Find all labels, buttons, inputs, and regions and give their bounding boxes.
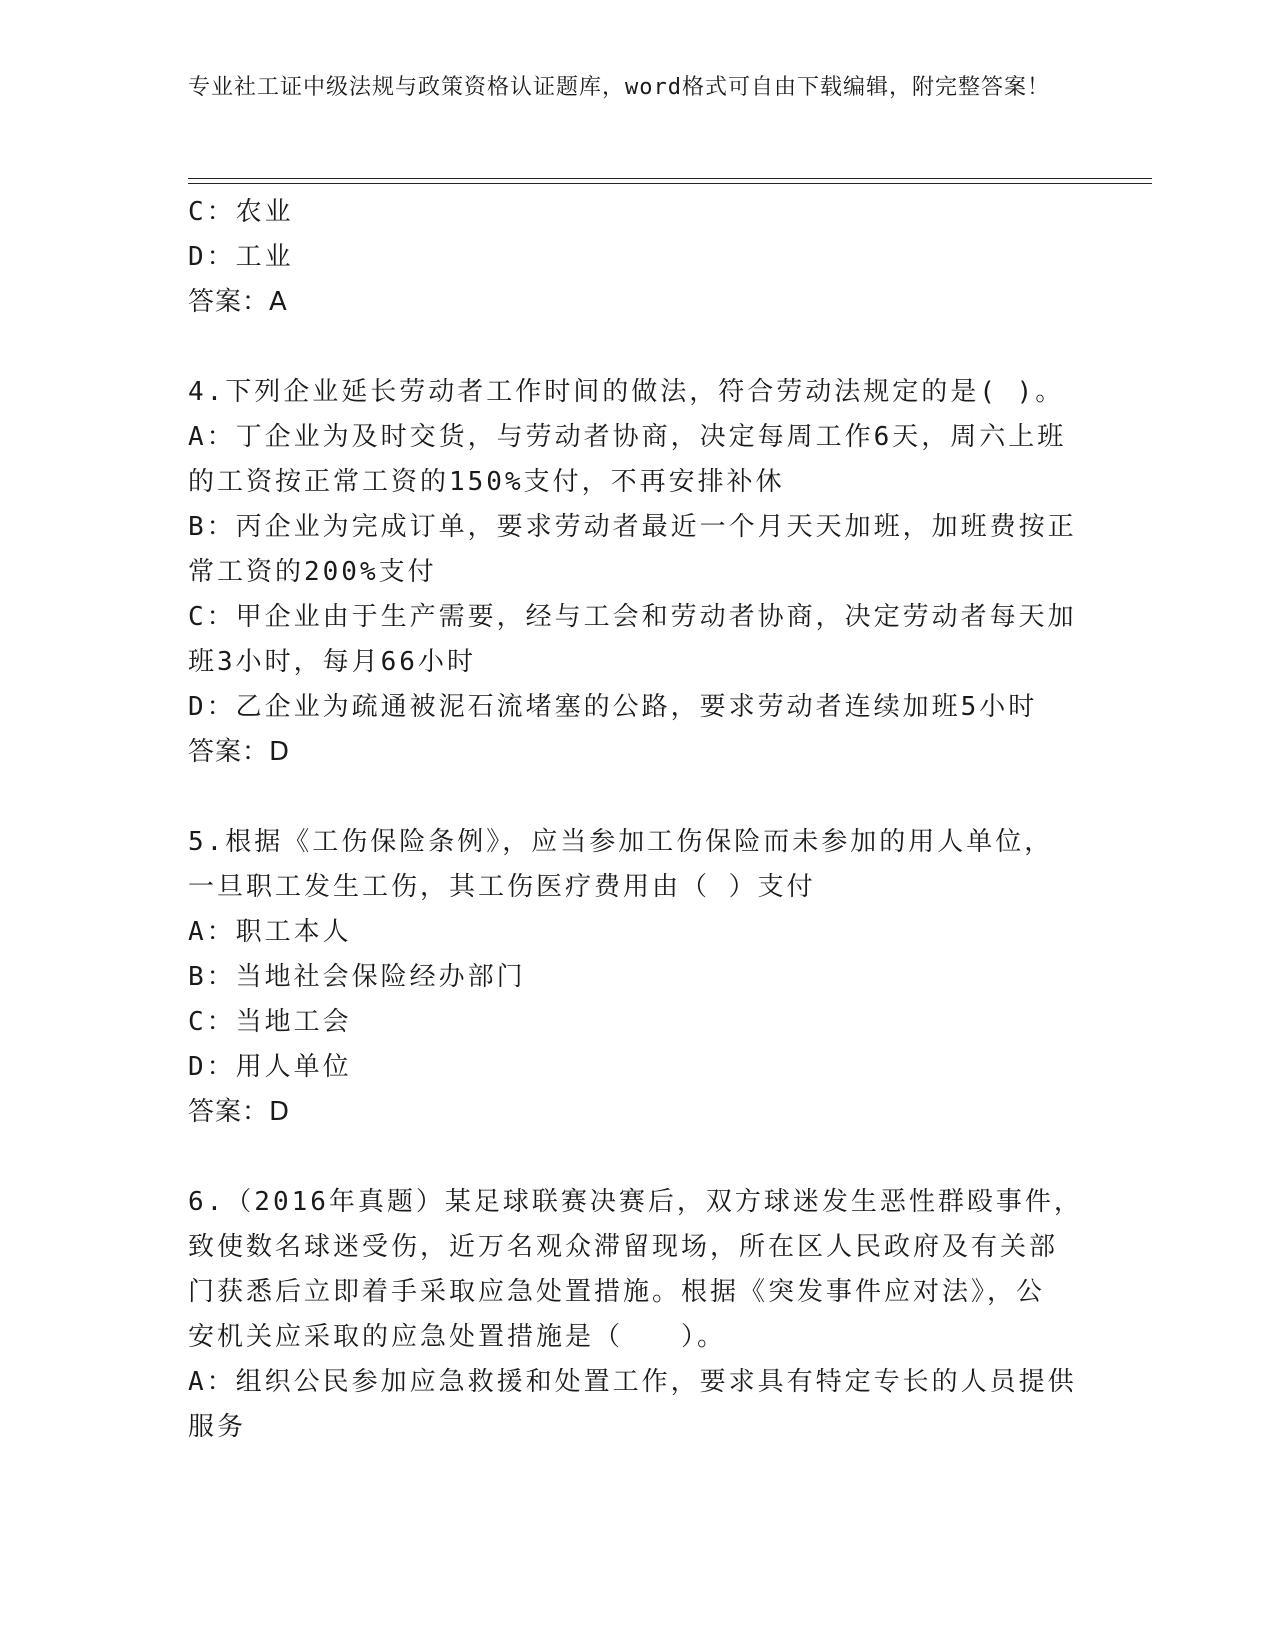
question-stem-continued: 致使数名球迷受伤，近万名观众滞留现场，所在区人民政府及有关部 xyxy=(188,1232,1059,1262)
option-d: D：工业 xyxy=(188,242,294,272)
question-stem: 5.根据《工伤保险条例》，应当参加工伤保险而未参加的用人单位， xyxy=(188,827,1054,857)
spacer xyxy=(188,775,1068,820)
option-d: D：乙企业为疏通被泥石流堵塞的公路，要求劳动者连续加班5小时 xyxy=(188,692,1038,722)
option-a-continued: 服务 xyxy=(188,1412,247,1442)
spacer xyxy=(188,325,1068,370)
question-stem-continued: 门获悉后立即着手采取应急处置措施。根据《突发事件应对法》，公 xyxy=(188,1277,1046,1307)
header-rule-top xyxy=(188,178,1152,179)
question-stem-continued: 安机关应采取的应急处置措施是（ ）。 xyxy=(188,1322,727,1352)
answer-label: 答案：D xyxy=(188,1097,291,1127)
option-a: A：职工本人 xyxy=(188,917,352,947)
question-3-tail xyxy=(188,190,1068,325)
option-b: B：当地社会保险经办部门 xyxy=(188,962,526,992)
header-rule-bottom xyxy=(188,183,1152,184)
answer-label: 答案：A xyxy=(188,287,288,317)
question-4 xyxy=(188,370,1077,775)
option-a-continued: 的工资按正常工资的150%支付，不再安排补休 xyxy=(188,467,785,497)
option-c: C：当地工会 xyxy=(188,1007,352,1037)
question-list xyxy=(188,190,1083,1450)
question-stem: 6.（2016年真题）某足球联赛决赛后，双方球迷发生恶性群殴事件， xyxy=(188,1187,1083,1217)
option-a: A：丁企业为及时交货，与劳动者协商，决定每周工作6天，周六上班 xyxy=(188,422,1067,452)
option-c-continued: 班3小时，每月66小时 xyxy=(188,647,476,677)
header-title: 专业社工证中级法规与政策资格认证题库，word格式可自由下载编辑，附完整答案！ xyxy=(188,75,1050,100)
option-d: D：用人单位 xyxy=(188,1052,352,1082)
option-b-continued: 常工资的200%支付 xyxy=(188,557,437,587)
document-header xyxy=(188,72,1068,104)
option-a: A：组织公民参加应急救援和处置工作，要求具有特定专长的人员提供 xyxy=(188,1367,1077,1397)
question-5 xyxy=(188,820,1068,1135)
option-c: C：甲企业由于生产需要，经与工会和劳动者协商，决定劳动者每天加 xyxy=(188,602,1077,632)
question-6 xyxy=(188,1180,1083,1450)
answer-label: 答案：D xyxy=(188,737,291,767)
question-stem: 4.下列企业延长劳动者工作时间的做法，符合劳动法规定的是( )。 xyxy=(188,377,1065,407)
option-b: B：丙企业为完成订单，要求劳动者最近一个月天天加班，加班费按正 xyxy=(188,512,1077,542)
option-c: C：农业 xyxy=(188,197,294,227)
question-stem-continued: 一旦职工发生工伤，其工伤医疗费用由（ ）支付 xyxy=(188,872,816,902)
spacer xyxy=(188,1135,1068,1180)
